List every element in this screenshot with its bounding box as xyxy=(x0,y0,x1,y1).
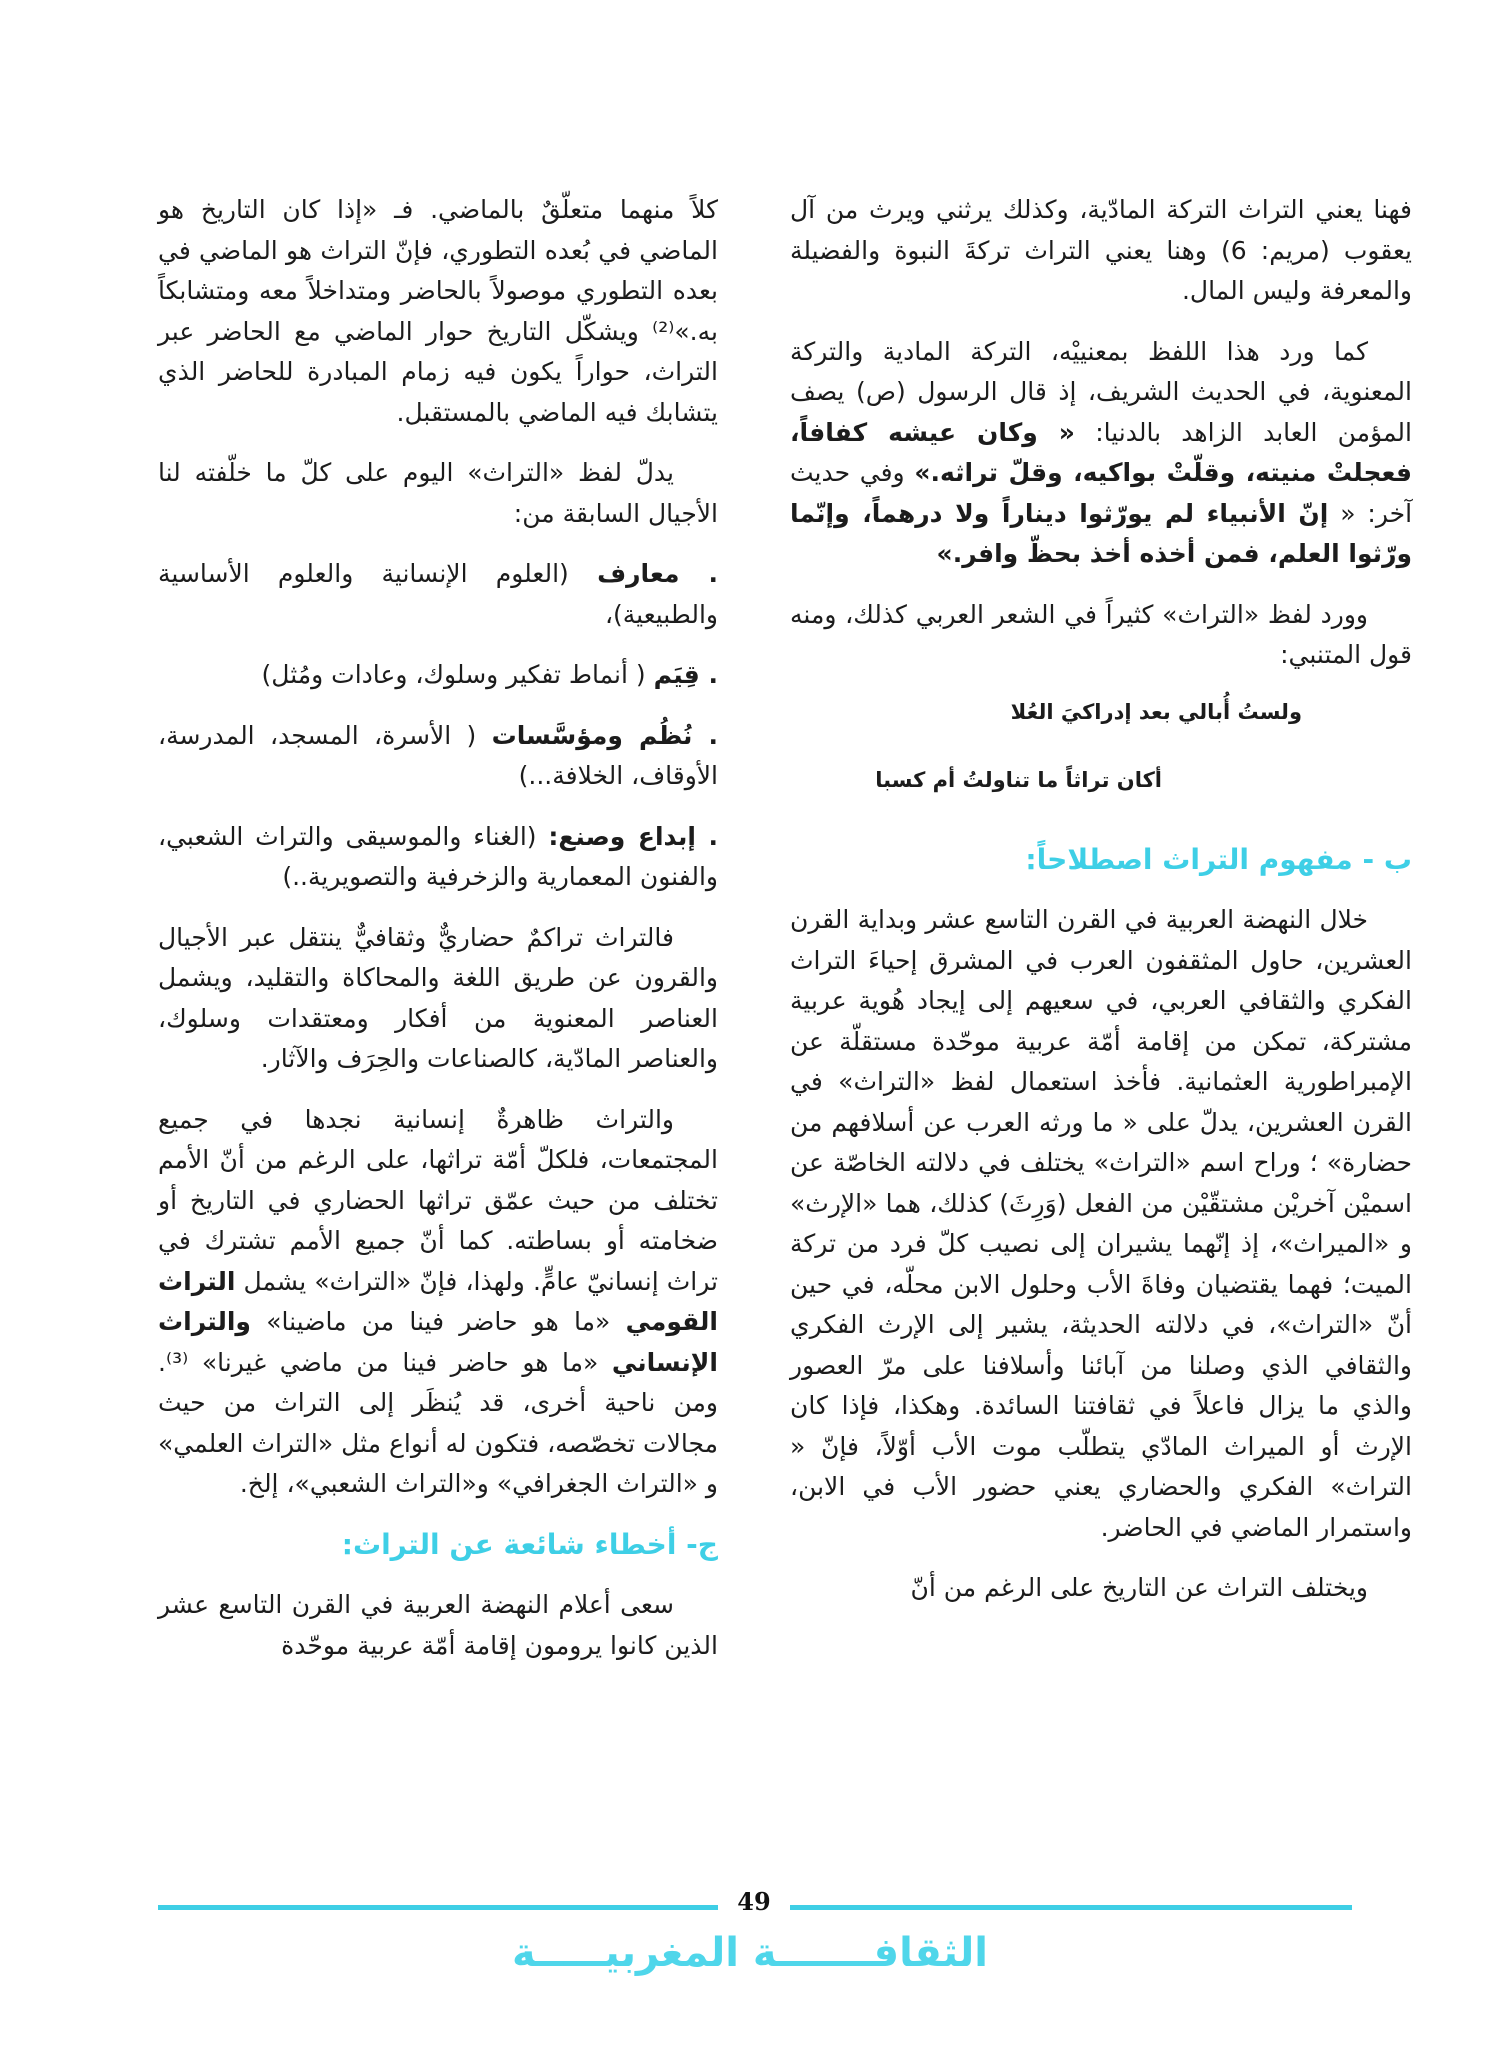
page-number: 49 xyxy=(737,1887,771,1916)
list-item-term: . معارف xyxy=(597,559,718,588)
hadith-quote: « وكان عيشه كفافاً، فعجلتْ منيته، وقلّتْ بواكيه، وقلّ تراثه.» xyxy=(790,417,1412,487)
bold-term: والتراث الإنساني xyxy=(158,1307,718,1377)
paragraph: خلال النهضة العربية في القرن التاسع عشر وبداية القرن العشرين، حاول المثقفون العرب في المشرق إحياءَ التراث الفكري والثقافي العربي، في سعيهم إلى إيجاد هُوية عربية مشتركة، تمكن من إقامة أمّة عربية موحّدة مستقلّة عن الإمبراطورية العثمانية. فأخذ استعمال لفظ «التراث» في القرن العشرين، يدلّ على « ما ورثه العرب عن أسلافهم من حضارة» ؛ وراح اسم «التراث» يختلف في دلالته الخاصّة عن اسميْن آخريْن مشتقّيْن من الفعل (وَرِثَ) كذلك، هما «الإرث» و «الميراث»، إذ إنّهما يشيران إلى نصيب كلّ فرد من تركة الميت؛ فهما يقتضيان وفاةَ الأب وحلول الابن محلّه، في حين أنّ «التراث»، في دلالته الحديثة، يشير إلى الإرث الفكري والثقافي الذي وصلنا من آبائنا وأسلافنا على مرّ العصور والذي ما يزال فاعلاً في ثقافتنا السائدة. وهكذا، فإذا كان الإرث أو الميراث المادّي يتطلّب موت الأب أوّلاً، فإنّ « التراث» الفكري والحضاري يعني حضور الأب في الابن، واستمرار الماضي في الحاضر. xyxy=(790,905,1412,1542)
list-item-term: . قِيَم xyxy=(653,660,718,689)
poem-line: أكان تراثاً ما تناولتُ أم كسبا xyxy=(875,767,1162,792)
magazine-title-logo: الثقافـــــــة المغربيـــــة xyxy=(512,1930,988,1976)
paragraph: سعى أعلام النهضة العربية في القرن التاسع عشر الذين كانوا يرومون إقامة أمّة عربية موحّدة xyxy=(158,1590,718,1660)
paragraph: فالتراث تراكمٌ حضاريٌّ وثقافيٌّ ينتقل عبر الأجيال والقرون عن طريق اللغة والمحاكاة والتقليد، ويشمل العناصر المعنوية من أفكار ومعتقدات وسلوك، والعناصر المادّية، كالصناعات والحِرَف والآثار. xyxy=(158,922,718,1073)
list-item-text: ( الأسرة، المسجد، المدرسة، الأوقاف، الخلافة...) xyxy=(158,720,718,790)
poem-verse xyxy=(790,696,1412,796)
list-item xyxy=(158,554,718,635)
paragraph: ويختلف التراث عن التاريخ على الرغم من أنّ xyxy=(910,1573,1368,1602)
footer-rule-left xyxy=(158,1905,718,1910)
list-item-term: . إبداع وصنع: xyxy=(548,821,718,851)
footer-rule-right xyxy=(790,1905,1352,1910)
paragraph: وورد لفظ «التراث» كثيراً في الشعر العربي كذلك، ومنه قول المتنبي: xyxy=(790,599,1412,669)
list-item-text: (العلوم الإنسانية والعلوم الأساسية والطبيعية)، xyxy=(158,559,718,629)
list-item xyxy=(158,655,718,696)
list-item xyxy=(158,817,718,898)
section-heading-c: ج- أخطاء شائعة عن التراث: xyxy=(341,1527,718,1561)
list-item-text: ( أنماط تفكير وسلوك، وعادات ومُثل) xyxy=(261,660,654,689)
paragraph xyxy=(158,1100,718,1505)
paragraph-text: كما ورد هذا اللفظ بمعنييْه، التركة المادية والتركة المعنوية، في الحديث الشريف، إذ قال الرسول (ص) يصف المؤمن العابد الزاهد بالدنيا: xyxy=(790,336,1412,447)
paragraph: يدلّ لفظ «التراث» اليوم على كلّ ما خلّفته لنا الأجيال السابقة من: xyxy=(158,458,718,528)
poem-line: ولستُ أُبالي بعد إدراكيَ العُلا xyxy=(1010,699,1302,724)
paragraph-text: «ما هو حاضر فينا من ماضينا» xyxy=(266,1307,611,1336)
paragraph-text: «ما هو حاضر فينا من ماضي غيرنا» ⁽³⁾. ومن ناحية أخرى، قد يُنظَر إلى التراث من حيث مجالات تخصّصه، فتكون له أنواع مثل «التراث العلمي» و «التراث الجغرافي» و«التراث الشعبي»، إلخ. xyxy=(158,1347,718,1498)
paragraph: كلاً منهما متعلّقٌ بالماضي. فـ «إذا كان التاريخ هو الماضي في بُعده التطوري، فإنّ التراث هو الماضي في بعده التطوري موصولاً بالحاضر ومتداخلاً معه ومتشابكاً به.»⁽²⁾ ويشكّل التاريخ حوار الماضي مع الحاضر عبر التراث، حواراً يكون فيه زمام المبادرة للحاضر الذي يتشابك فيه الماضي بالمستقبل. xyxy=(158,195,718,427)
paragraph-hadith xyxy=(790,332,1412,575)
list-item-term: . نُظُم ومؤسَّسات xyxy=(491,720,718,750)
paragraph-text: والتراث ظاهرةٌ إنسانية نجدها في جميع المجتمعات، فلكلّ أمّة تراثها، على الرغم من أنّ الأمم تختلف من حيث عمّق تراثها الحضاري في التاريخ أو ضخامته أو بساطته. كما أنّ جميع الأمم تشترك في تراث إنسانيّ عامٍّ. ولهذا، فإنّ «التراث» يشمل xyxy=(158,1104,719,1296)
list-item xyxy=(158,716,718,797)
list-item-text: (الغناء والموسيقى والتراث الشعبي، والفنون المعمارية والزخرفية والتصويرية..) xyxy=(158,821,718,891)
bold-term: التراث القومي xyxy=(158,1266,718,1336)
paragraph: فهنا يعني التراث التركة المادّية، وكذلك يرثني ويرث من آل يعقوب (مريم: 6) وهنا يعني التراث تركةَ النبوة والفضيلة والمعرفة وليس المال. xyxy=(790,195,1413,305)
right-column xyxy=(790,190,1412,1629)
left-column xyxy=(158,190,718,1686)
section-heading-b: ب - مفهوم التراث اصطلاحاً: xyxy=(1025,842,1412,876)
paragraph-text: وفي حديث آخر: « xyxy=(790,458,1413,528)
hadith-quote: إنّ الأنبياء لم يورّثوا ديناراً ولا درهماً، وإنّما ورّثوا العلم، فمن أخذه أخذ بحظّ وافر.» xyxy=(790,498,1412,568)
